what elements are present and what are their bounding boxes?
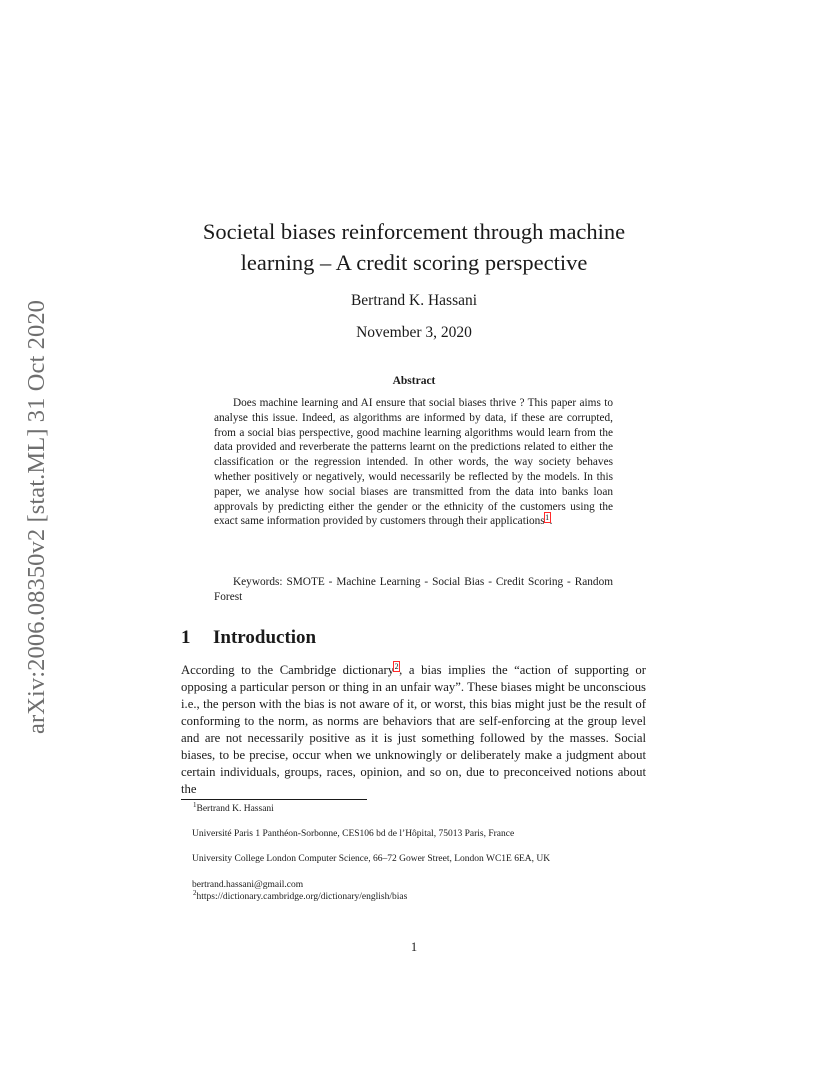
abstract-text: Does machine learning and AI ensure that social biases thrive ? This paper aims to analyse this issue. Indeed, as algorithms are informed by data, if these are corrupted, from a social bias perspective, good machine learning algorithms would learn from the data provided and reverberate the patterns learnt on the predictions related to either the classification or the regression intended. In other words, the way society behaves whether positively or negatively, would necessarily be reflected by the models. In this paper, we analyse how social biases are transmitted from the data into banks loan approvals by predicting either the gender or the ethnicity of the customers using the exact same information provided by customers through their applications <box>214 397 613 528</box>
arxiv-identifier-stamp: arXiv:2006.08350v2 [stat.ML] 31 Oct 2020 <box>23 299 50 735</box>
footnote-1-name <box>193 800 274 815</box>
footnote-1-affiliation-2: University College London Computer Science, 66–72 Gower Street, London WC1E 6EA, UK <box>192 854 551 864</box>
section-heading-introduction <box>181 627 316 649</box>
section-number: 1 <box>181 627 191 648</box>
footnote-2-url[interactable]: https://dictionary.cambridge.org/dictionary/english/bias <box>196 892 408 902</box>
intro-text-part-2: , a bias implies the “action of supporting or opposing a particular person or thing in an unfair way”. These biases might be unconscious i.e., the person with the bias is not aware of it, or worst, this bias might just be the result of conforming to the norm, as norms are behaviors that are self-enforcing at the group level and are not necessarily positive as it is just something followed by the masses. Social biases, to be precise, occur when we unknowingly or deliberately make a judgment about certain individuals, groups, races, opinion, and so on, due to preconceived notions about the <box>181 663 646 796</box>
paper-title <box>150 216 678 278</box>
abstract-heading: Abstract <box>392 375 436 387</box>
intro-text-part-1: According to the Cambridge dictionary <box>181 663 395 677</box>
paper-title-line-1: Societal biases reinforcement through machine <box>202 219 626 244</box>
footnote-1-affiliation-1: Université Paris 1 Panthéon-Sorbonne, CES106 bd de l’Hôpital, 75013 Paris, France <box>192 829 515 839</box>
section-title: Introduction <box>213 627 317 648</box>
paper-title-line-2: learning – A credit scoring perspective <box>240 250 588 275</box>
author-name: Bertrand K. Hassani <box>350 292 478 309</box>
footnote-2-mark: 2 <box>193 888 197 897</box>
footnote-1-link[interactable]: 1 <box>545 512 550 522</box>
footnote-divider <box>181 799 367 800</box>
abstract-end: . <box>549 515 553 528</box>
footnote-1-name-text: Bertrand K. Hassani <box>196 804 274 814</box>
footnote-2-link[interactable]: 2 <box>394 661 399 671</box>
footnote-1-email: bertrand.hassani@gmail.com <box>192 880 304 890</box>
abstract-body <box>214 396 613 529</box>
footnote-1-mark: 1 <box>193 800 197 809</box>
introduction-paragraph <box>181 662 646 798</box>
keywords: Keywords: SMOTE - Machine Learning - Social Bias - Credit Scoring - Random Forest <box>214 576 613 603</box>
publication-date: November 3, 2020 <box>356 324 472 341</box>
footnote-2 <box>193 888 408 903</box>
page-number: 1 <box>410 940 418 954</box>
